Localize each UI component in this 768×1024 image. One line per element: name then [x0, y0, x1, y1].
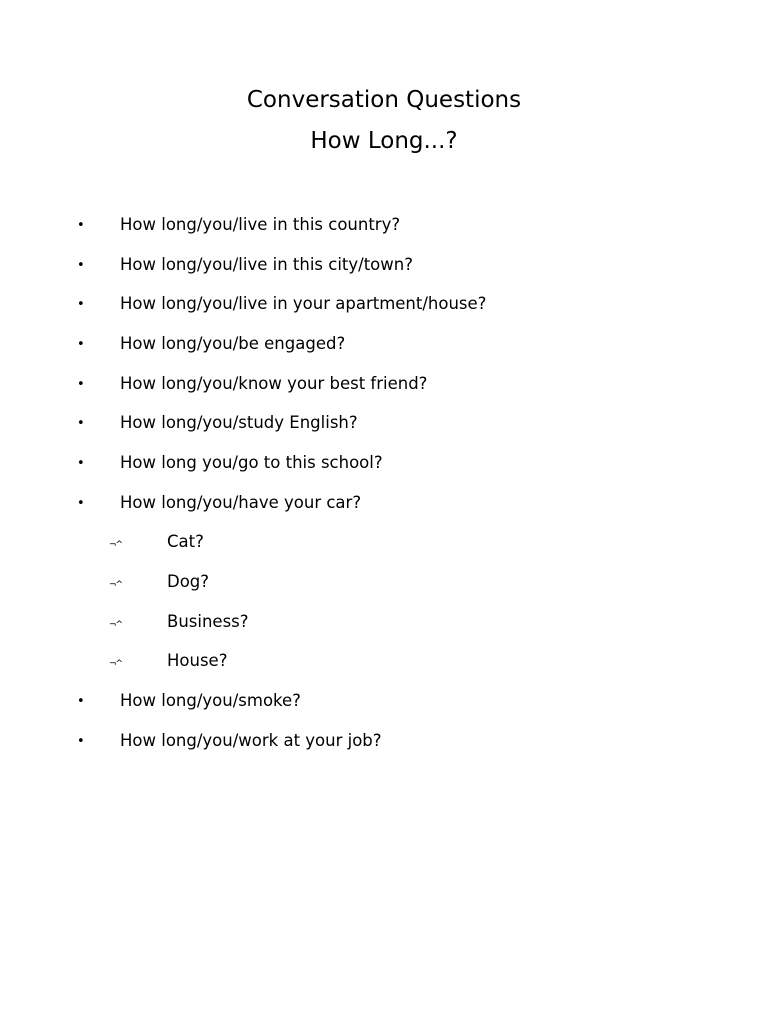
question-text: How long/you/know your best friend? [120, 374, 428, 393]
list-item [0, 372, 768, 396]
bullet-icon: • [77, 377, 85, 392]
bullet-icon: • [77, 734, 85, 749]
sub-bullet-icon: ¬^ [109, 659, 123, 669]
question-text: How long/you/smoke? [120, 691, 301, 710]
sub-list-item [0, 610, 768, 634]
list-item [0, 292, 768, 316]
document-title: Conversation Questions [246, 87, 522, 113]
question-text: How long you/go to this school? [120, 453, 383, 472]
question-text: How long/you/live in your apartment/house? [120, 294, 487, 313]
list-item [0, 491, 768, 515]
sub-list-item [0, 570, 768, 594]
document-subtitle: How Long...? [310, 128, 458, 154]
sub-item-text: Cat? [167, 532, 204, 551]
bullet-icon: • [77, 258, 85, 273]
list-item [0, 451, 768, 475]
bullet-icon: • [77, 496, 85, 511]
question-text: How long/you/have your car? [120, 493, 362, 512]
sub-list-item [0, 649, 768, 673]
list-item [0, 689, 768, 713]
bullet-icon: • [77, 218, 85, 233]
question-text: How long/you/live in this city/town? [120, 255, 413, 274]
list-item [0, 729, 768, 753]
sub-bullet-icon: ¬^ [109, 540, 123, 550]
list-item [0, 253, 768, 277]
sub-item-text: Dog? [167, 572, 210, 591]
sub-item-text: Business? [167, 612, 249, 631]
bullet-icon: • [77, 694, 85, 709]
sub-item-text: House? [167, 651, 228, 670]
list-item [0, 213, 768, 237]
bullet-icon: • [77, 456, 85, 471]
bullet-icon: • [77, 297, 85, 312]
question-text: How long/you/study English? [120, 413, 358, 432]
list-item [0, 332, 768, 356]
bullet-icon: • [77, 416, 85, 431]
sub-bullet-icon: ¬^ [109, 580, 123, 590]
question-text: How long/you/live in this country? [120, 215, 401, 234]
question-text: How long/you/be engaged? [120, 334, 346, 353]
sub-bullet-icon: ¬^ [109, 620, 123, 630]
question-text: How long/you/work at your job? [120, 731, 382, 750]
list-item [0, 411, 768, 435]
sub-list-item [0, 530, 768, 554]
bullet-icon: • [77, 337, 85, 352]
